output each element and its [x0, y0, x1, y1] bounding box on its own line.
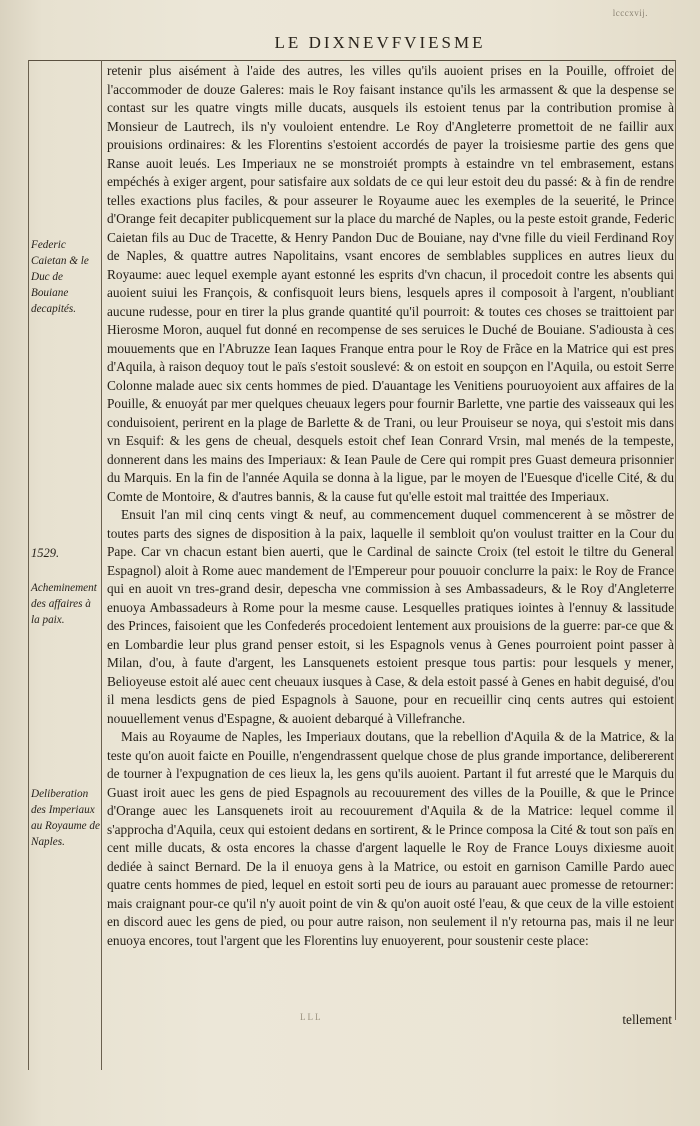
margin-rule-inner — [101, 60, 102, 1070]
margin-note-deliber: Deliberation des Imperiaux au Royaume de Naples. — [31, 788, 100, 848]
body-text — [107, 62, 674, 950]
signature-mark: LLL — [300, 1012, 323, 1022]
folio-number: lcccxvij. — [612, 8, 648, 18]
margin-note-federic: Federic Caietan & le Duc de Bouiane decapités. — [31, 239, 89, 315]
paragraph-1: retenir plus aisément à l'aide des autres, les villes qu'ils auoient prises en la Pouille, offroiet de l'accommoder de douze Galeres: mais le Roy faisant instance qu'ils les armassent & que la despense se contast sur les quatre vingts mille ducats, ausquels ils estoient tenus par la contribution promise à Monsieur de Lautrech, ils n'y vouloient entendre. Le Roy d'Angleterre promettoit de ne faillir aux prouisions ordinaires: & les Florentins s'estoient accordés de payer la troisiesme partie des gens que Ranse auoit leués. Les Imperiaux ne se monstroiét prompts à estaindre vn tel embrasement, estans empéchés à exiger argent, pour satisfaire aux soldats de ce qui leur estoit deu du passé: & à fin de rendre telles exactions plus faciles, & pour asseurer le Royaume auec les exemples de la seuerité, le Prince d'Orange feit decapiter publicquement sur la place du marché de Naples, ou la peste estoit grande, Federic Caietan fils au Duc de Tracette, & Henry Pandon Duc de Bouiane, nay d'vne fille du vieil Ferdinand Roy de Naples, & quattre autres Napolitains, vsant encores de semblables supplices en autres lieux du Royaume: auec lequel exemple ayant estonné les esprits d'vn chacun, il procedoit contre les absents qui auoient suiui les François, & confisquoit leurs biens, lesquels apres il composoit à l'argent, n'oubliant aucune rudesse, pour en tirer la plus grande quantité qu'il pourroit: & toutes ces choses se traittoient par Hierosme Moron, auquel fut donné en recompense de ses seruices le Duché de Bouiane. S'adiousta à ces mouuements que en l'Abruzze Iean Iaques Franque entra pour le Roy de Frãce en la Matrice qui est pres d'Aquila, à raison dequoy tout le païs s'estoit souslevé: & on estoit en soupçon en l'Aquila, ou estoit Serre Colonne malade auec six cents hommes de pied. D'auantage les Venitiens pouruoyoient aux affaires de la Pouille, & enuoyát par mer quelques cheuaux legers pour fournir Barlette, vne partie des vaisseaux qui les conduisoient, perirent en la plage de Barlette & de Trani, ou leur Prouiseur se noya, qui s'estoit mis dans vn Esquif: & les gens de cheual, desquels estoit chef Iean Conrard Vrsin, mal menés de la tempeste, donnerent dans les mains des Imperiaux: & Iean Paule de Cere qui rompit pres Guast demeura prisonnier du Marquis. En la fin de l'année Aquila se donna à la ligue, par le moyen de l'Euesque d'icelle Cité, & du Comte de Montoire, & d'autres bannis, & la cause fut qu'elle estoit mal traittée des Imperiaux. — [107, 63, 674, 504]
paragraph-2: Ensuit l'an mil cinq cents vingt & neuf, au commencement duquel commencerent à se mõstrer de toutes parts des signes de disposition à la paix, laquelle il sembloit qu'on voulust traitter en la Cour du Pape. Car vn chacun estant bien auerti, que le Cardinal de saincte Croix (tel estoit le tiltre du General Espagnol) aloit à Rome auec mandement de l'Empereur pour pouuoir conclurre la paix: le Roy de France qui en auoit vn tres-grand desir, depescha vne commission à ses Ambassadeurs, & le Roy d'Angleterre enuoya Ambassadeurs à Rome pour la mesme cause. Lesquelles pratiques iointes à l'ennuy & lassitude des Princes, faisoient que les Confederés procedoient lentement aux prouisions de la guerre: par-ce que & en Lombardie leur plus grand penser estoit, si les Espagnols venus à Genes pourroient point passer à Milan, d'ou, à faute d'argent, les Lansquenets estoient presque tous partis: pour lesquels y mener, Belioyeuse estoit alé auec cent cheuaux iusques à Case, & dela estoit passé à Genes en habit deguisé, d'ou il mena lesdicts gens de pied Espagnols à Sauone, pour en recueillir cinq cents autres qui estoient nouuellement venus d'Espagne, & auoient debarqué à Villefranche. — [107, 507, 674, 726]
paragraph-3: Mais au Royaume de Naples, les Imperiaux doutans, que la rebellion d'Aquila & de la Matrice, & la teste qu'on auoit faicte en Pouille, n'engendrassent quelque chose de plus grande importance, delibererent de tourner à l'expugnation de ces lieux la, les gens qu'ils auoient. Partant il fut arresté que le Marquis du Guast iroit auec les gens de pied Espagnols au recouurement des villes de la Pouille, & que le Prince d'Orange auec les Lansquenets iroit au recouurement d'Aquila & de la Matrice: lequel comme il s'approcha d'Aquila, ceux qui estoient dedans en sortirent, & le Prince composa la Cité & tout son païs en cent mille ducats, & osta encores la chasse d'argent laquelle le Roy de France Louys dixiesme auoit dediée à sainct Bernard. De la il enuoya gens à la Matrice, ou estoit en garnison Camille Pardo auec quatre cents hommes de pied, lequel en estoit sorti peu de iours au parauant auec promesse de retourner: mais craignant pour-ce qu'il n'y auoit point de vin & qu'on auoit osté l'eau, & que ceux de la ville estoient en discord auec les gens de pied, ou pour autre raison, non seulement il n'y retourna pas, mais il ne leur enuoya encores, tout l'argent que les Florentins luy enuoyerent, pour soustenir ceste place: — [107, 729, 674, 948]
margin-note-year: 1529. — [31, 546, 60, 560]
right-rule — [675, 60, 676, 1020]
top-rule — [28, 60, 676, 61]
margin-rule-outer — [28, 60, 29, 1070]
catchword: tellement — [622, 1012, 672, 1027]
margin-note-achemin: Acheminement des affaires à la paix. — [31, 582, 97, 626]
running-head: LE DIXNEVFVIESME — [274, 33, 486, 52]
